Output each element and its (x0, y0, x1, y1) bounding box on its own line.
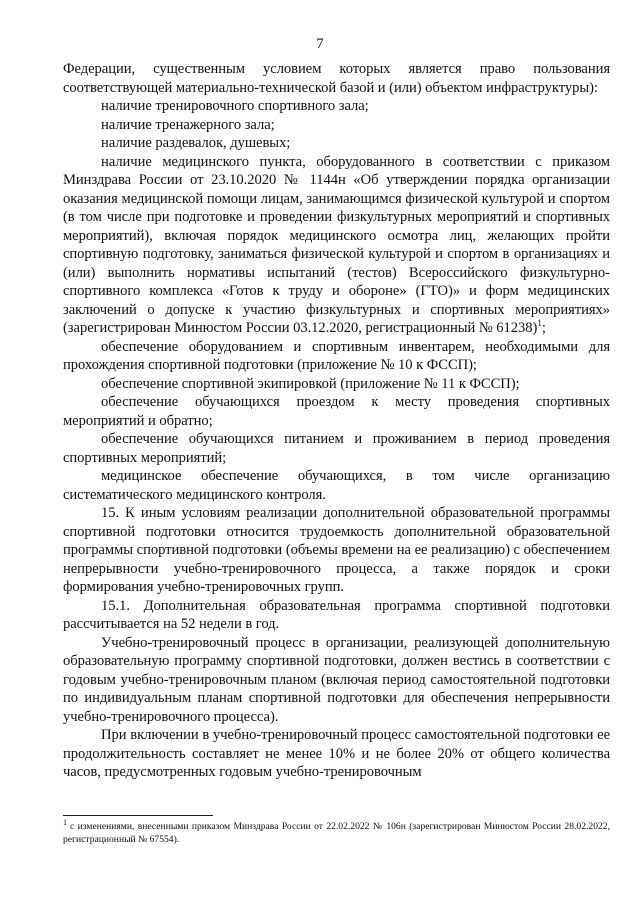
footnote-divider (63, 815, 213, 816)
footnote (63, 817, 610, 846)
footnote-reference[interactable]: 1 (537, 318, 542, 329)
paragraph: 15. К иным условиям реализации дополнительной образовательной программы спортивной подготовки относится трудоемкость дополнительной образовательной программы спортивной подготовки (объемы времени на ее реализацию) с обеспечением непрерывности учебно-тренировочного процесса, а также порядок и сроки формирования учебно-тренировочных групп. (63, 505, 610, 595)
footnote-text: с изменениями, внесенными приказом Минздрава России от 22.02.2022 № 106н (зарегистрирован Минюстом России 28.02.2022, регистрационный № 67554). (63, 821, 610, 845)
paragraph: При включении в учебно-тренировочный процесс самостоятельной подготовки ее продолжительность составляет не менее 10% и не более 20% от общего количества часов, предусмотренных годовым учебно-тренировочным (63, 727, 610, 780)
paragraph: обеспечение обучающихся проездом к месту проведения спортивных мероприятий и обратно; (63, 394, 610, 429)
paragraph: обеспечение обучающихся питанием и проживанием в период проведения спортивных мероприятий; (63, 431, 610, 466)
paragraph: Учебно-тренировочный процесс в организации, реализующей дополнительную образовательную программу спортивной подготовки, должен вестись в соответствии с годовым учебно-тренировочным планом (включая период самостоятельной подготовки по индивидуальным планам спортивной подготовки для обеспечения непрерывности учебно-тренировочного процесса). (63, 634, 610, 725)
paragraph: Федерации, существенным условием которых является право пользования соответствующей материально-технической базой и (или) объектом инфраструктуры): (63, 61, 610, 96)
paragraph: обеспечение спортивной экипировкой (приложение № 11 к ФССП); (101, 375, 520, 392)
paragraph-with-footnote (63, 153, 610, 338)
paragraph-text: наличие медицинского пункта, оборудованного в соответствии с приказом Минздрава России от 23.10.2020 № 1144н «Об утверждении порядка организации оказания медицинской помощи лицам, занимающимся физической культурой и спортом (в том числе при подготовке и проведении физкультурных мероприятий и спортивных мероприятий), включая порядок медицинского осмотра лиц, желающих пройти спортивную подготовку, заниматься физической культурой и спортом в организациях и (или) выполнить нормативы испытаний (тестов) Всероссийского физкультурно-спортивного комплекса «Готов к труду и обороне» (ГТО)» и форм медицинских заключений о допуске к участию физкультурных и спортивных мероприятиях» (зарегистрирован Минюстом России 03.12.2020, регистрационный № 61238) (63, 153, 610, 336)
paragraph: наличие тренажерного зала; (101, 116, 275, 133)
paragraph: медицинское обеспечение обучающихся, в том числе организацию систематического медицинского контроля. (63, 468, 610, 503)
paragraph: 15.1. Дополнительная образовательная программа спортивной подготовки рассчитывается на 52 недели в год. (63, 597, 610, 632)
body-text (63, 60, 610, 782)
page-number: 7 (316, 36, 324, 52)
paragraph: наличие раздевалок, душевых; (101, 135, 291, 151)
footnote-mark: 1 (63, 817, 67, 827)
paragraph: обеспечение оборудованием и спортивным инвентарем, необходимыми для прохождения спортивной подготовки (приложение № 10 к ФССП); (63, 338, 610, 373)
paragraph-tail: ; (541, 320, 546, 336)
paragraph: наличие тренировочного спортивного зала; (101, 98, 369, 114)
